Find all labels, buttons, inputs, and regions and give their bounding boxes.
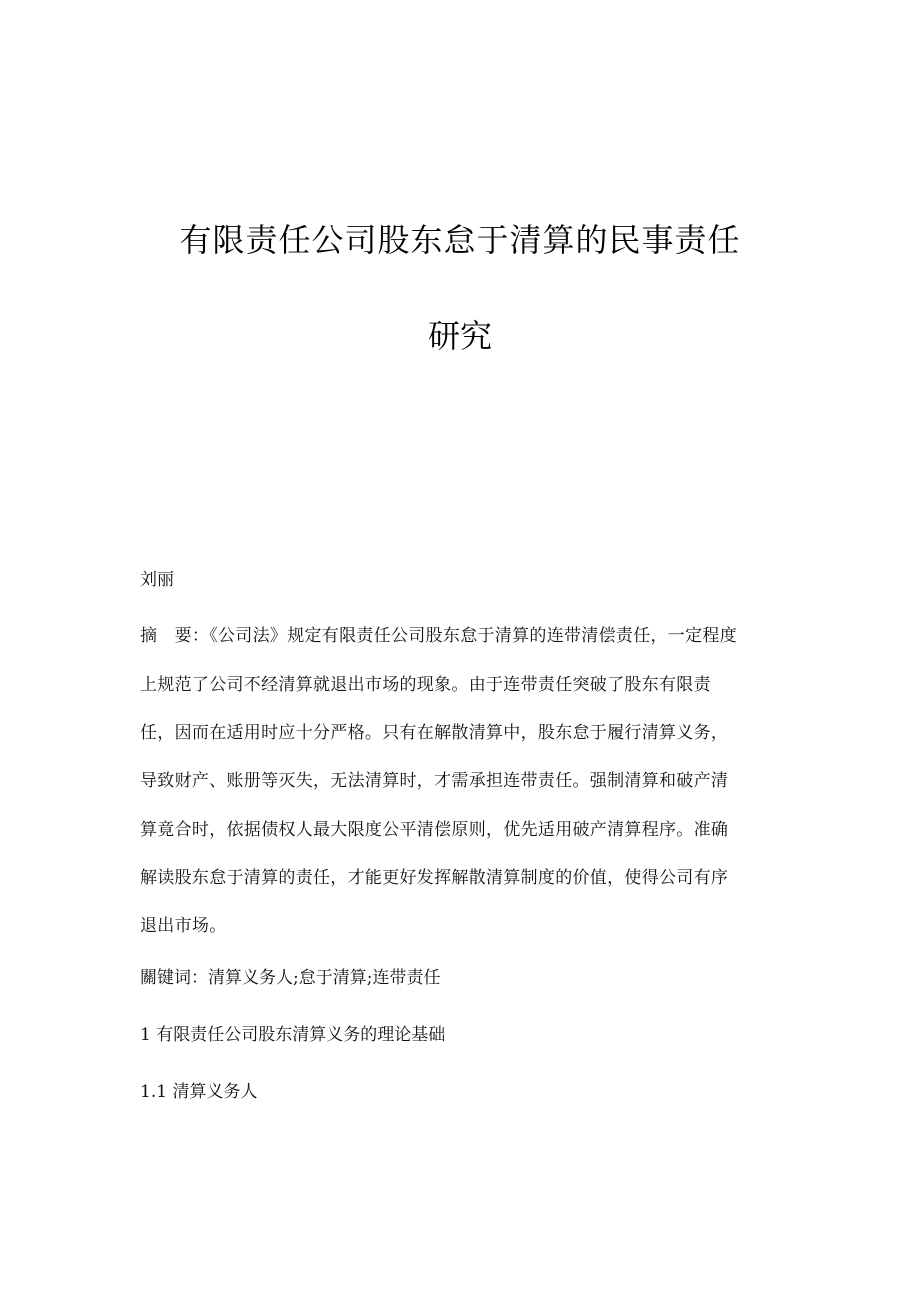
abstract-line: 算竟合时，依据债权人最大限度公平清偿原则，优先适用破产清算程序。准确 (140, 820, 729, 840)
document-title-line-2: 研究 (427, 317, 492, 355)
abstract-line: 上规范了公司不经清算就退出市场的现象。由于连带责任突破了股东有限责 (140, 675, 711, 695)
document-title-line-1: 有限责任公司股东怠于清算的民事责任 (179, 221, 741, 259)
abstract-line: 导致财产、账册等灭失，无法清算时，才需承担连带责任。强制清算和破产清 (140, 771, 729, 791)
keywords: 關键词：清算义务人;怠于清算;连带责任 (140, 968, 441, 988)
abstract-line: 任，因而在适用时应十分严格。只有在解散清算中，股东怠于履行清算义务， (140, 723, 729, 743)
abstract-line: 摘 要：《公司法》规定有限责任公司股东怠于清算的连带清偿责任，一定程度 (140, 626, 737, 646)
section-heading-1: 1 有限责任公司股东清算义务的理论基础 (140, 1025, 446, 1045)
author-name: 刘丽 (140, 570, 174, 590)
abstract-line: 解读股东怠于清算的责任，才能更好发挥解散清算制度的价值，使得公司有序 (140, 868, 729, 888)
abstract-line: 退出市场。 (140, 916, 227, 936)
section-heading-1-1: 1.1 清算义务人 (140, 1082, 258, 1102)
